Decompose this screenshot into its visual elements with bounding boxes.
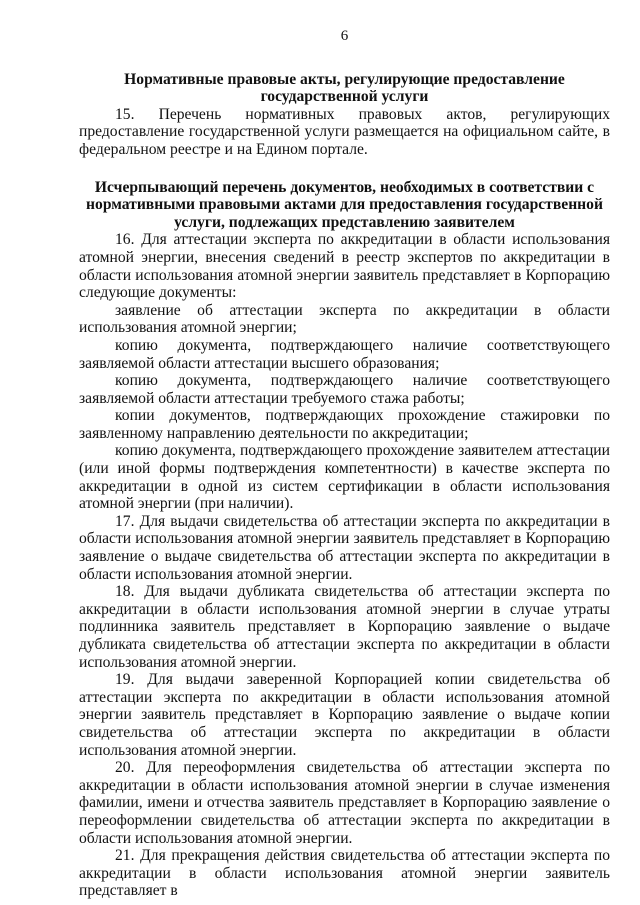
section-heading-documents-list: Исчерпывающий перечень документов, необходимых в соответствии с нормативными правовыми актами для предоставления государственной услуги, подлежащих представлению заявителем [86, 178, 603, 231]
list-item-application: заявление об аттестации эксперта по аккредитации в области использования атомной энергии; [79, 301, 610, 337]
paragraph-15: 15. Перечень нормативных правовых актов, регулирующих предоставление государственной услуги размещается на официальном сайте, в федеральном реестре и на Едином портале. [79, 105, 610, 158]
section-heading-regulatory-acts: Нормативные правовые акты, регулирующие предоставление государственной услуги [124, 70, 565, 106]
section-spacer [79, 159, 610, 179]
list-item-certification-copy: копию документа, подтверждающего прохождение заявителем аттестации (или иной формы подтверждения компетентности) в качестве эксперта по аккредитации в одной из систем сертификации в области использования атомной энергии (при наличии). [79, 442, 610, 513]
paragraph-16: 16. Для аттестации эксперта по аккредитации в области использования атомной энергии, внесения сведений в реестр экспертов по аккредитации в области использования атомной энергии заявитель представляет в Корпорацию следующие документы: [79, 231, 610, 302]
paragraph-18: 18. Для выдачи дубликата свидетельства об аттестации эксперта по аккредитации в области использования атомной энергии в случае утраты подлинника заявитель представляет в Корпорацию заявление о выдаче дубликата свидетельства об аттестации эксперта по аккредитации в области использования атомной энергии. [79, 583, 610, 671]
paragraph-20: 20. Для переоформления свидетельства об аттестации эксперта по аккредитации в области использования атомной энергии в случае изменения фамилии, имени и отчества заявитель представляет в Корпорацию заявление о переоформлении свидетельства об аттестации эксперта по аккредитации в области использования атомной энергии. [79, 759, 610, 847]
paragraph-19: 19. Для выдачи заверенной Корпорацией копии свидетельства об аттестации эксперта по аккредитации в области использования атомной энергии заявитель представляет в Корпорацию заявление о выдаче копии свидетельства об аттестации эксперта по аккредитации в области использования атомной энергии. [79, 671, 610, 759]
list-item-experience-copy: копию документа, подтверждающего наличие соответствующего заявляемой области аттестации требуемого стажа работы; [79, 372, 610, 407]
list-item-internship-copies: копии документов, подтверждающих прохождение стажировки по заявленному направлению деятельности по аккредитации; [79, 407, 610, 442]
document-page [79, 28, 610, 900]
paragraph-17: 17. Для выдачи свидетельства об аттестации эксперта по аккредитации в области использования атомной энергии заявитель представляет в Корпорацию заявление о выдаче свидетельства об аттестации эксперта по аккредитации в области использования атомной энергии. [79, 512, 610, 583]
list-item-education-copy: копию документа, подтверждающего наличие соответствующего заявляемой области аттестации высшего образования; [79, 336, 610, 372]
page-number: 6 [340, 28, 349, 44]
paragraph-21: 21. Для прекращения действия свидетельства об аттестации эксперта по аккредитации в области использования атомной энергии заявитель представляет в [79, 847, 610, 900]
